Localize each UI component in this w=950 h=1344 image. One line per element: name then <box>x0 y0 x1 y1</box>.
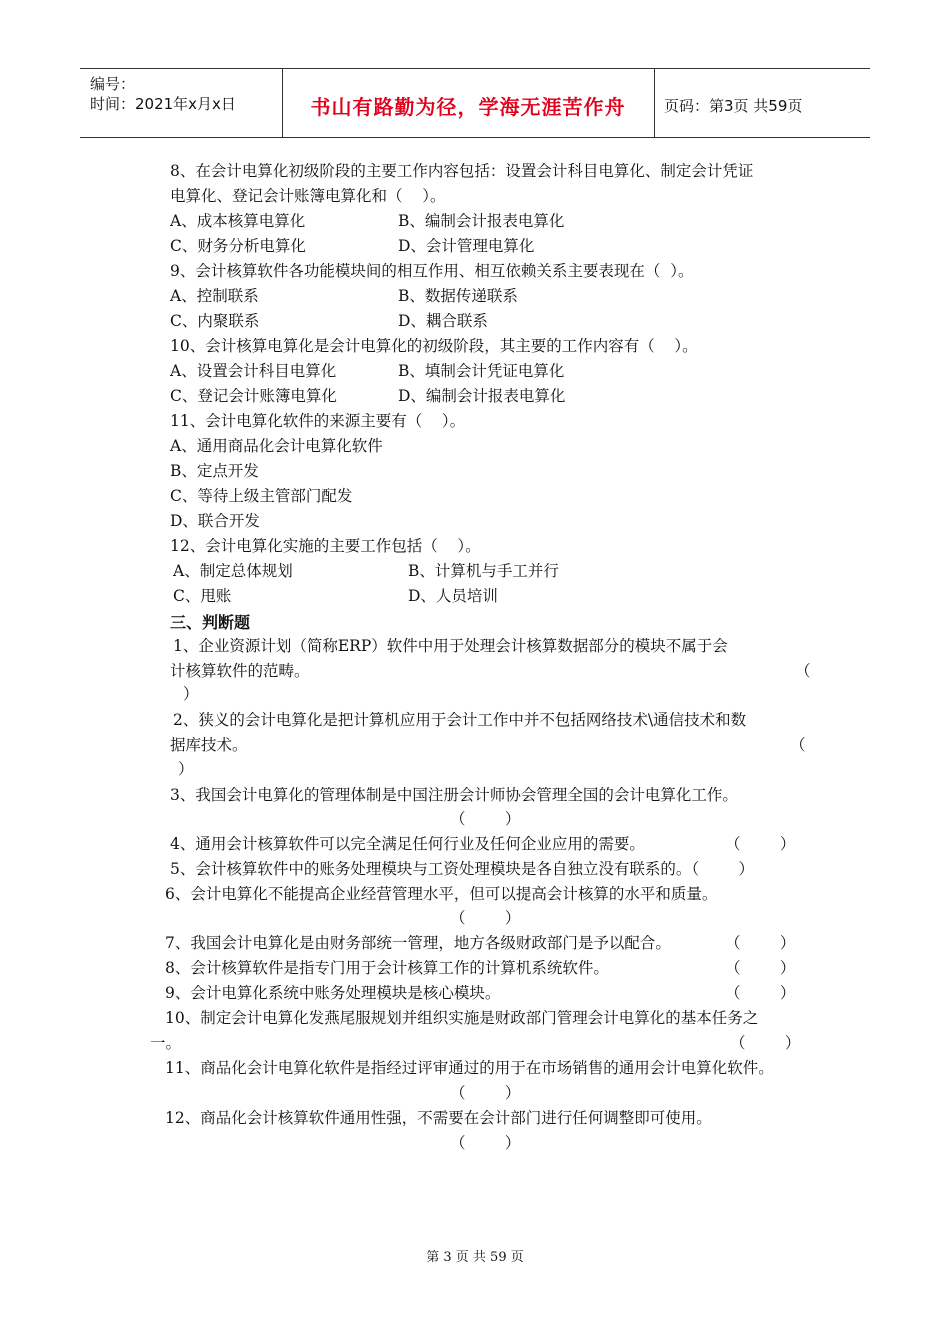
answer-paren: （ ） <box>725 835 796 853</box>
answer-paren: （ <box>790 736 806 754</box>
option-b: B、定点开发 <box>170 462 259 480</box>
answer-paren: （ <box>795 662 811 680</box>
judge-question: 一。 <box>150 1034 182 1052</box>
answer-paren: （ ） <box>730 1034 801 1052</box>
answer-paren: （ ） <box>450 1084 521 1102</box>
option-d: D、人员培训 <box>408 587 498 605</box>
answer-paren: ） <box>183 685 199 703</box>
option-a: A、通用商品化会计电算化软件 <box>170 437 383 455</box>
judge-question: 3、我国会计电算化的管理体制是中国注册会计师协会管理全国的会计电算化工作。 <box>170 786 738 804</box>
header-page-cell <box>654 69 870 137</box>
judge-question: 12、商品化会计核算软件通用性强，不需要在会计部门进行任何调整即可使用。 <box>165 1109 712 1127</box>
answer-paren: （ ） <box>450 1134 521 1152</box>
time-label: 时间：2021年x月x日 <box>90 95 236 113</box>
page-footer: 第 3 页 共 59 页 <box>426 1250 524 1265</box>
option-c: C、等待上级主管部门配发 <box>170 487 353 505</box>
option-a: A、制定总体规划 <box>173 562 293 580</box>
answer-paren: （ ） <box>725 984 796 1002</box>
question-stem: 10、会计核算电算化是会计电算化的初级阶段，其主要的工作内容有（ ）。 <box>170 337 698 355</box>
answer-paren: （ ） <box>450 810 521 828</box>
answer-paren: （ ） <box>725 934 796 952</box>
option-c: C、财务分析电算化 <box>170 237 306 255</box>
option-b: B、编制会计报表电算化 <box>398 212 565 230</box>
header-meta-cell <box>80 69 283 137</box>
judge-question: 5、会计核算软件中的账务处理模块与工资处理模块是各自独立没有联系的。（ ） <box>170 860 755 878</box>
serial-label: 编号： <box>90 75 136 93</box>
header-motto: 书山有路勤为径，学海无涯苦作舟 <box>310 95 626 119</box>
judge-question: 6、会计电算化不能提高企业经营管理水平，但可以提高会计核算的水平和质量。 <box>165 885 718 903</box>
question-stem: 12、会计电算化实施的主要工作包括（ ）。 <box>170 537 481 555</box>
option-d: D、编制会计报表电算化 <box>398 387 566 405</box>
option-a: A、控制联系 <box>170 287 259 305</box>
option-d: D、联合开发 <box>170 512 260 530</box>
question-stem: 11、会计电算化软件的来源主要有（ ）。 <box>170 412 466 430</box>
option-c: C、内聚联系 <box>170 312 260 330</box>
judge-question: 7、我国会计电算化是由财务部统一管理，地方各级财政部门是予以配合。 <box>165 934 671 952</box>
judge-question: 2、狭义的会计电算化是把计算机应用于会计工作中并不包括网络技术\通信技术和数 <box>173 711 747 729</box>
option-c: C、甩账 <box>173 587 232 605</box>
judge-question: 1、企业资源计划（简称ERP）软件中用于处理会计核算数据部分的模块不属于会 <box>173 637 728 655</box>
option-a: A、成本核算电算化 <box>170 212 306 230</box>
section-title: 三、判断题 <box>170 613 251 632</box>
judge-question: 4、通用会计核算软件可以完全满足任何行业及任何企业应用的需要。 <box>170 835 645 853</box>
option-b: B、填制会计凭证电算化 <box>398 362 565 380</box>
header-page-info: 页码：第3页 共59页 <box>664 97 803 115</box>
judge-question: 9、会计电算化系统中账务处理模块是核心模块。 <box>165 984 501 1002</box>
page-header <box>80 68 870 138</box>
judge-question: 10、制定会计电算化发燕尾服规划并组织实施是财政部门管理会计电算化的基本任务之 <box>165 1009 759 1027</box>
question-stem: 8、在会计电算化初级阶段的主要工作内容包括：设置会计科目电算化、制定会计凭证 <box>170 162 754 180</box>
answer-paren: （ ） <box>450 909 521 927</box>
judge-question: 11、商品化会计电算化软件是指经过评审通过的用于在市场销售的通用会计电算化软件。 <box>165 1059 774 1077</box>
answer-paren: （ ） <box>725 959 796 977</box>
option-d: D、耦合联系 <box>398 312 488 330</box>
header-motto-cell <box>282 69 655 137</box>
judge-question: 8、会计核算软件是指专门用于会计核算工作的计算机系统软件。 <box>165 959 609 977</box>
judge-question: 据库技术。 <box>170 736 248 754</box>
question-stem: 9、会计核算软件各功能模块间的相互作用、相互依赖关系主要表现在（ ）。 <box>170 262 694 280</box>
option-c: C、登记会计账簿电算化 <box>170 387 337 405</box>
option-b: B、数据传递联系 <box>398 287 518 305</box>
answer-paren: ） <box>178 760 194 778</box>
option-a: A、设置会计科目电算化 <box>170 362 337 380</box>
question-stem: 电算化、登记会计账簿电算化和（ ）。 <box>170 187 446 205</box>
option-b: B、计算机与手工并行 <box>408 562 559 580</box>
judge-question: 计核算软件的范畴。 <box>170 662 310 680</box>
option-d: D、会计管理电算化 <box>398 237 535 255</box>
